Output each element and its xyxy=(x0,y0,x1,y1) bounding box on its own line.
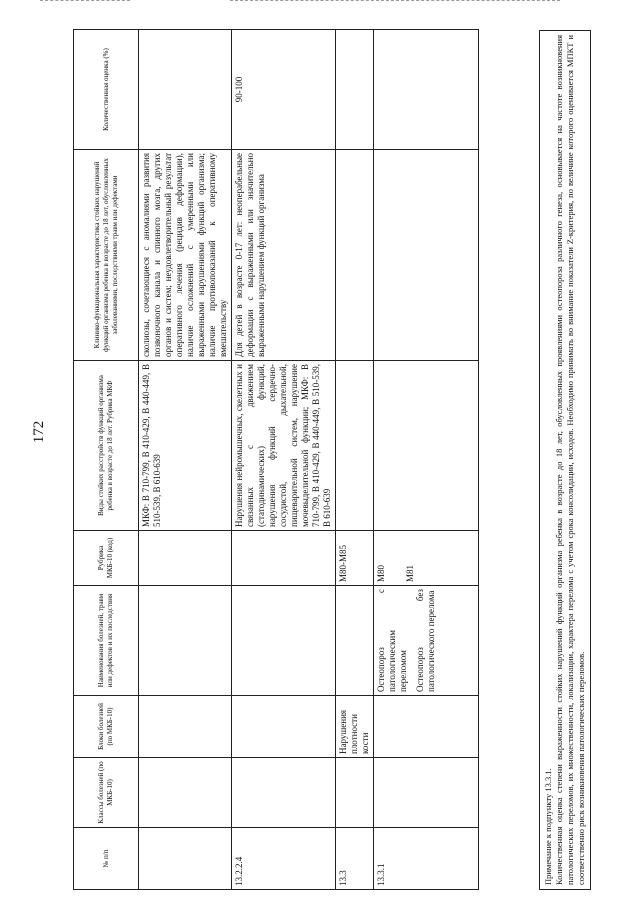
table-row xyxy=(374,30,479,890)
cell-code xyxy=(374,531,479,586)
header-classes: Классы болезней (по МКБ-10) xyxy=(74,758,139,828)
cell-class xyxy=(232,758,336,828)
header-num: № п/п xyxy=(74,828,139,890)
cell-code: M80-M85 xyxy=(336,531,374,586)
code-2: M81 xyxy=(405,564,415,582)
header-code: Рубрика МКБ-10 (код) xyxy=(74,531,139,586)
footnote-text: Количественная оценка степени выраженности стойких нарушений функций организма ребенка в возрасте до 18 лет, обусловленных проявлениями остеопороза различного генеза, основывается на частоте возникновения патологических переломов, их множественности, локализации, характера перелома с учетом срока консолидации, исходов. Необходимо принимать во внимание показатели Z-критерия, по величине которого оценивается МПКТ и соответственно риск возникновения патологических переломов. xyxy=(554,35,586,885)
cell-code xyxy=(232,531,336,586)
cell-clinical: сколиозы, сочетающиеся с аномалиями развития позвоночного канала и спинного мозга, других органов и систем; неудовлетворительный результат оперативного лечения (рецидив деформации), наличие осложнений с умеренными или выраженными нарушениями функций организма; наличие противопоказаний к оперативному вмешательству xyxy=(139,150,232,361)
header-row xyxy=(74,30,139,890)
cell-score xyxy=(374,30,479,150)
cell-num xyxy=(139,828,232,890)
cell-block: Нарушения плотности кости xyxy=(336,696,374,758)
cell-block xyxy=(374,696,479,758)
cell-name xyxy=(232,586,336,696)
disability-criteria-table xyxy=(73,29,479,890)
table-row xyxy=(232,30,336,890)
cell-clinical xyxy=(336,150,374,361)
header-blocks: Блоки болезней (по МКБ-10) xyxy=(74,696,139,758)
cell-num: 13.3.1 xyxy=(374,828,479,890)
top-dashed-rule xyxy=(40,0,130,11)
header-types: Виды стойких расстройств функций организма ребенка в возрасте до 18 лет. Рубрика МКФ xyxy=(74,361,139,531)
table-row xyxy=(139,30,232,890)
cell-name xyxy=(374,586,479,696)
header-score: Количественная оценка (%) xyxy=(74,30,139,150)
cell-types: Нарушения нейромышечных, скелетных и связанных с движением (статодинамических) функций, нарушения функций сердечно-сосудистой, дыхательной, пищеварительной систем, нарушение мочевыделительной функции; МКФ: В 710-799, В 410-429, В 440-449, В 510-539, В 610-639 xyxy=(232,361,336,531)
disease-name-1: Остеопороз с патологическим переломом xyxy=(376,589,408,692)
cell-types: МКФ: В 710-799, В 410-429, В 440-449, В 510-539, В 610-639 xyxy=(139,361,232,531)
cell-score: 90-100 xyxy=(232,30,336,150)
rotated-page-content xyxy=(73,30,593,890)
cell-num: 13.2.2.4 xyxy=(232,828,336,890)
cell-block xyxy=(232,696,336,758)
header-names: Наименования болезней, травм или дефектов и их последствия xyxy=(74,586,139,696)
cell-num: 13.3 xyxy=(336,828,374,890)
footnote-box xyxy=(539,30,591,890)
page-number: 172 xyxy=(31,420,47,444)
cell-score xyxy=(336,30,374,150)
cell-code xyxy=(139,531,232,586)
cell-name xyxy=(336,586,374,696)
footnote-title: Примечание к подпункту 13.3.1. xyxy=(543,768,553,885)
table-row xyxy=(336,30,374,890)
header-clinical: Клинико-функциональная характеристика стойких нарушений функций организма ребенка в возрасте до 18 лет, обусловленных заболеваниями, последствиями травм или дефектами xyxy=(74,150,139,361)
code-1: M80 xyxy=(376,564,386,582)
cell-block xyxy=(139,696,232,758)
cell-class xyxy=(336,758,374,828)
cell-score xyxy=(139,30,232,150)
cell-clinical xyxy=(374,150,479,361)
cell-types xyxy=(374,361,479,531)
disease-name-2: Остеопороз без патологического перелома xyxy=(415,589,436,692)
cell-types xyxy=(336,361,374,531)
cell-name xyxy=(139,586,232,696)
cell-class xyxy=(374,758,479,828)
cell-clinical: Для детей в возрасте 0-17 лет: неоперабельные деформации с выраженными или значительно выраженными нарушением функций организма xyxy=(232,150,336,361)
top-dashed-rule xyxy=(230,0,560,11)
cell-class xyxy=(139,758,232,828)
